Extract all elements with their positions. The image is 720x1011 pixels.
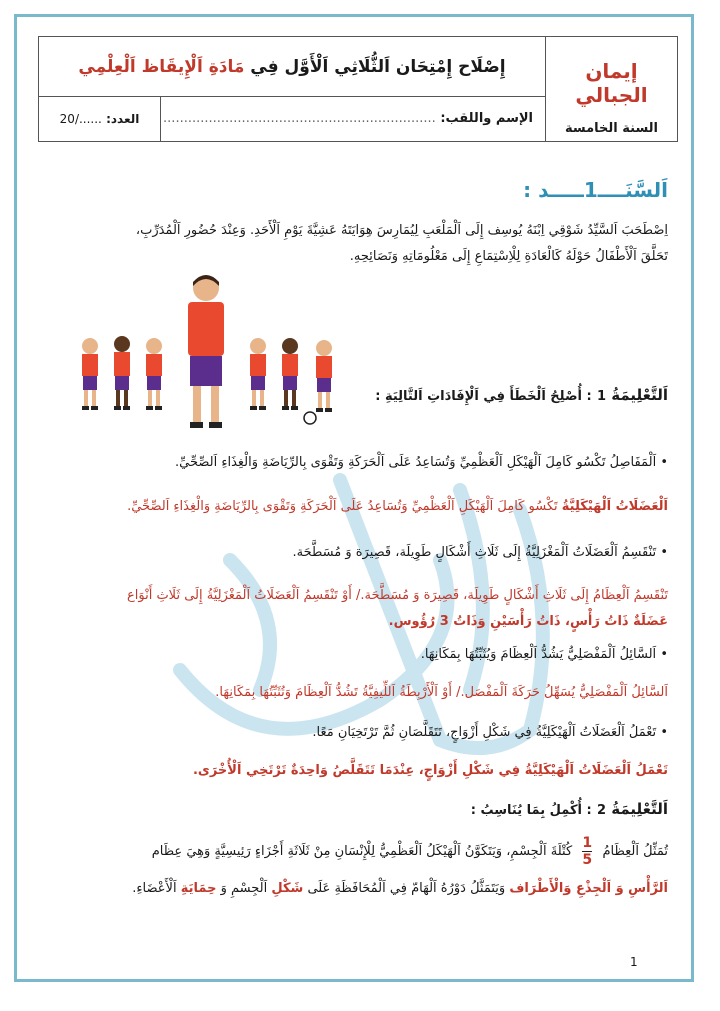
fraction-one-fifth <box>582 836 592 867</box>
exam-title <box>39 37 545 97</box>
kid-figure-6 <box>304 340 332 424</box>
question-3: • اَلسَّائِلُ اَلْمَفْصَلِيُّ يَشُدُّ اَلْعِظَامَ وَيُثَبِّتُهَا بِمَكَانِهَا. <box>48 642 668 668</box>
answer-1-rest: تَكْسُو كَامِلَ اَلْهَيْكَلِ اَلْعَظْمِيِّ وَتُسَاعِدُ عَلَى اَلْحَرَكَةِ وَتَقْوَى بِالرِّيَاضَةِ وَالْغِذَاءِ اَلصِّحِّيِّ. <box>127 499 558 514</box>
score-field[interactable] <box>39 97 161 141</box>
kid-figure-4 <box>250 338 266 410</box>
answer-2-line-2: عَضَلَةٌ ذَاتُ رَأْسٍ، ذَاتُ رَأْسَيْنِ وَذَاتُ 3 رُؤُوس. <box>388 614 668 629</box>
fraction-denominator: 5 <box>582 852 593 868</box>
answer-1 <box>48 494 668 520</box>
task2-text: : أُكْمِلُ بِمَا يُنَاسِبُ : <box>470 803 592 818</box>
task2-label: اَلتَّعْلِيمَةُ <box>611 800 668 818</box>
kid-figure-5 <box>282 338 298 410</box>
task1-label: اَلتَّعْلِيمَةُ <box>611 386 668 404</box>
exam-header <box>38 36 678 142</box>
coach-figure <box>188 275 224 428</box>
intro-line-2: تَحَلَّقَ اَلْأَطْفَالُ حَوْلَهُ كَالْعَادَةِ لِلْاِسْتِمَاعِ إِلَى مَعْلُومَاتِهِ وَنَصَائِحِهِ. <box>349 249 668 264</box>
completion-end: كُتْلَةَ اَلْجِسْمِ، وَيَتَكَوَّنُ اَلْهَيْكَلُ اَلْعَظْمِيُّ لِلْإِنْسَانِ مِنْ ثَلَاثَةِ أَجْزَاءٍ رَئِيسِيَّةٍ وَهِيَ عِظَام <box>151 844 573 859</box>
completion-answer-shape: شَكْلِ <box>271 881 304 896</box>
task1-number: 1 <box>596 389 606 404</box>
answer-2-line-1: تَنْقَسِمُ اَلْعِظَامُ إِلَى ثَلَاثِ أَشْكَالٍ طَوِيلَة، قَصِيرَة وَ مُسَطَّحَة./ أَوْ تَنْقَسِمُ اَلْعَضَلَاتُ اَلْمَغْزَلِيَّةُ إِلَى ثَلَاثِ أَنْوَاع <box>127 588 668 603</box>
answer-2 <box>48 583 668 635</box>
exam-page <box>20 20 688 976</box>
grade-level: السنة الخامسة <box>564 121 659 136</box>
student-name-field[interactable] <box>161 97 545 141</box>
completion-mid: وَيَتَمَثَّلُ دَوْرُهُ اَلْهَامّ فِي اَلْمُحَافَظَةِ عَلَى <box>307 881 506 896</box>
student-name-label: الإسم واللقب: <box>440 111 533 126</box>
section-heading: اَلسَّنَــــ1ـــــد : <box>523 178 668 202</box>
question-4: • تَعْمَلُ اَلْعَضَلَاتُ اَلْهَيْكَلِيَّةُ فِي شَكْلِ أَزْوَاجٍ، تَتَقَلَّصَانِ ثُمَّ تَرْتَخِيَانِ مَعًا. <box>48 720 668 746</box>
completion-line-2 <box>48 876 668 902</box>
task2-number: 2 <box>596 803 606 818</box>
completion-start: تُمَثِّلُ اَلْعِظَامُ <box>602 844 668 859</box>
task1-text: : أُصْلِحُ اَلْخَطَأَ فِي اَلْإِفَادَاتِ اَلتَّالِيَةِ : <box>375 389 592 404</box>
completion-answer-protect: حِمَايَةِ <box>180 881 217 896</box>
kid-figure-1 <box>82 338 98 410</box>
student-name-dots: .................................................................. <box>163 111 436 126</box>
answer-4: تَعْمَلُ اَلْعَضَلَاتُ اَلْهَيْكَلِيَّةُ فِي شَكْلِ أَزْوَاجٍ، عِنْدَمَا تَتَقَلَّصُ وَاحِدَةٌ تَرْتَخِي اَلْأُخْرَى. <box>192 763 668 778</box>
exam-title-subject: مَادَةِ اَلْإِيقَاظ اَلْعِلْمِي <box>78 57 245 77</box>
answer-1-key: اَلْعَضَلَاتُ اَلْهَيْكَلِيَّةُ <box>561 499 668 514</box>
question-1: • اَلْمَفَاصِلُ تَكْسُو كَامِلَ اَلْهَيْكَلِ اَلْعَظْمِيِّ وَتُسَاعِدُ عَلَى اَلْحَرَكَةِ وَتَقْوَى بِالرِّيَاضَةِ وَالْغِذَاءِ اَلصِّحِّيِّ. <box>48 450 668 476</box>
intro-line-1: اِصْطَحَبَ اَلسَّيِّدُ شَوْقِي اِبْنَهُ يُوسِف إِلَى اَلْمَلْعَبِ لِيُمَارِسَ هِوَايَتَهُ عَشِيَّةَ يَوْمِ اَلْأَحَدِ. وَعِنْدَ حُضُورِ اَلْمُدَرِّبِ، <box>135 223 668 238</box>
question-2: • تَنْقَسِمُ اَلْعَضَلَاتُ اَلْمَغْزَلِيَّةُ إِلَى ثَلَاثِ أَشْكَالٍ طَوِيلَة، قَصِيرَة وَ مُسَطَّحَة. <box>48 540 668 566</box>
intro-paragraph <box>48 218 668 270</box>
coach-and-kids-illustration <box>72 268 352 440</box>
teacher-box <box>545 37 677 141</box>
score-label: العدد: <box>106 112 140 126</box>
kid-figure-3 <box>146 338 162 410</box>
completion-mid-2: اَلْجِسْمِ وَ <box>220 881 268 896</box>
task2-heading <box>471 800 668 818</box>
teacher-name: إيمان الجبالي <box>575 59 648 107</box>
task1-heading <box>375 386 668 404</box>
page-number: 1 <box>630 955 638 969</box>
fraction-numerator: 1 <box>582 835 593 851</box>
answer-3: اَلسَّائِلُ اَلْمَفْصَلِيُّ يُسَهِّلُ حَرَكَةَ اَلْمَفْصَل./ أَوْ اَلْأَرْبِطَةُ اَللِّيفِيَّةُ تَشُدُّ اَلْعِظَامَ وَتُثَبِّتُهَا بِمَكَانِهَا. <box>215 685 668 700</box>
exam-title-black: إِصْلَاح إِمْتِحَان اَلثُّلَاثِي اَلْأَوَّل فِي <box>250 57 506 77</box>
completion-end-2: اَلْأَعْضَاءِ. <box>132 881 177 896</box>
kid-figure-2 <box>114 336 130 410</box>
score-value: ....../20 <box>59 112 102 126</box>
completion-line-1 <box>48 836 668 867</box>
completion-answer-parts: اَلرَّأْسِ وَ اَلْجِذْعِ وَالْأَطْرَاف <box>509 881 668 896</box>
